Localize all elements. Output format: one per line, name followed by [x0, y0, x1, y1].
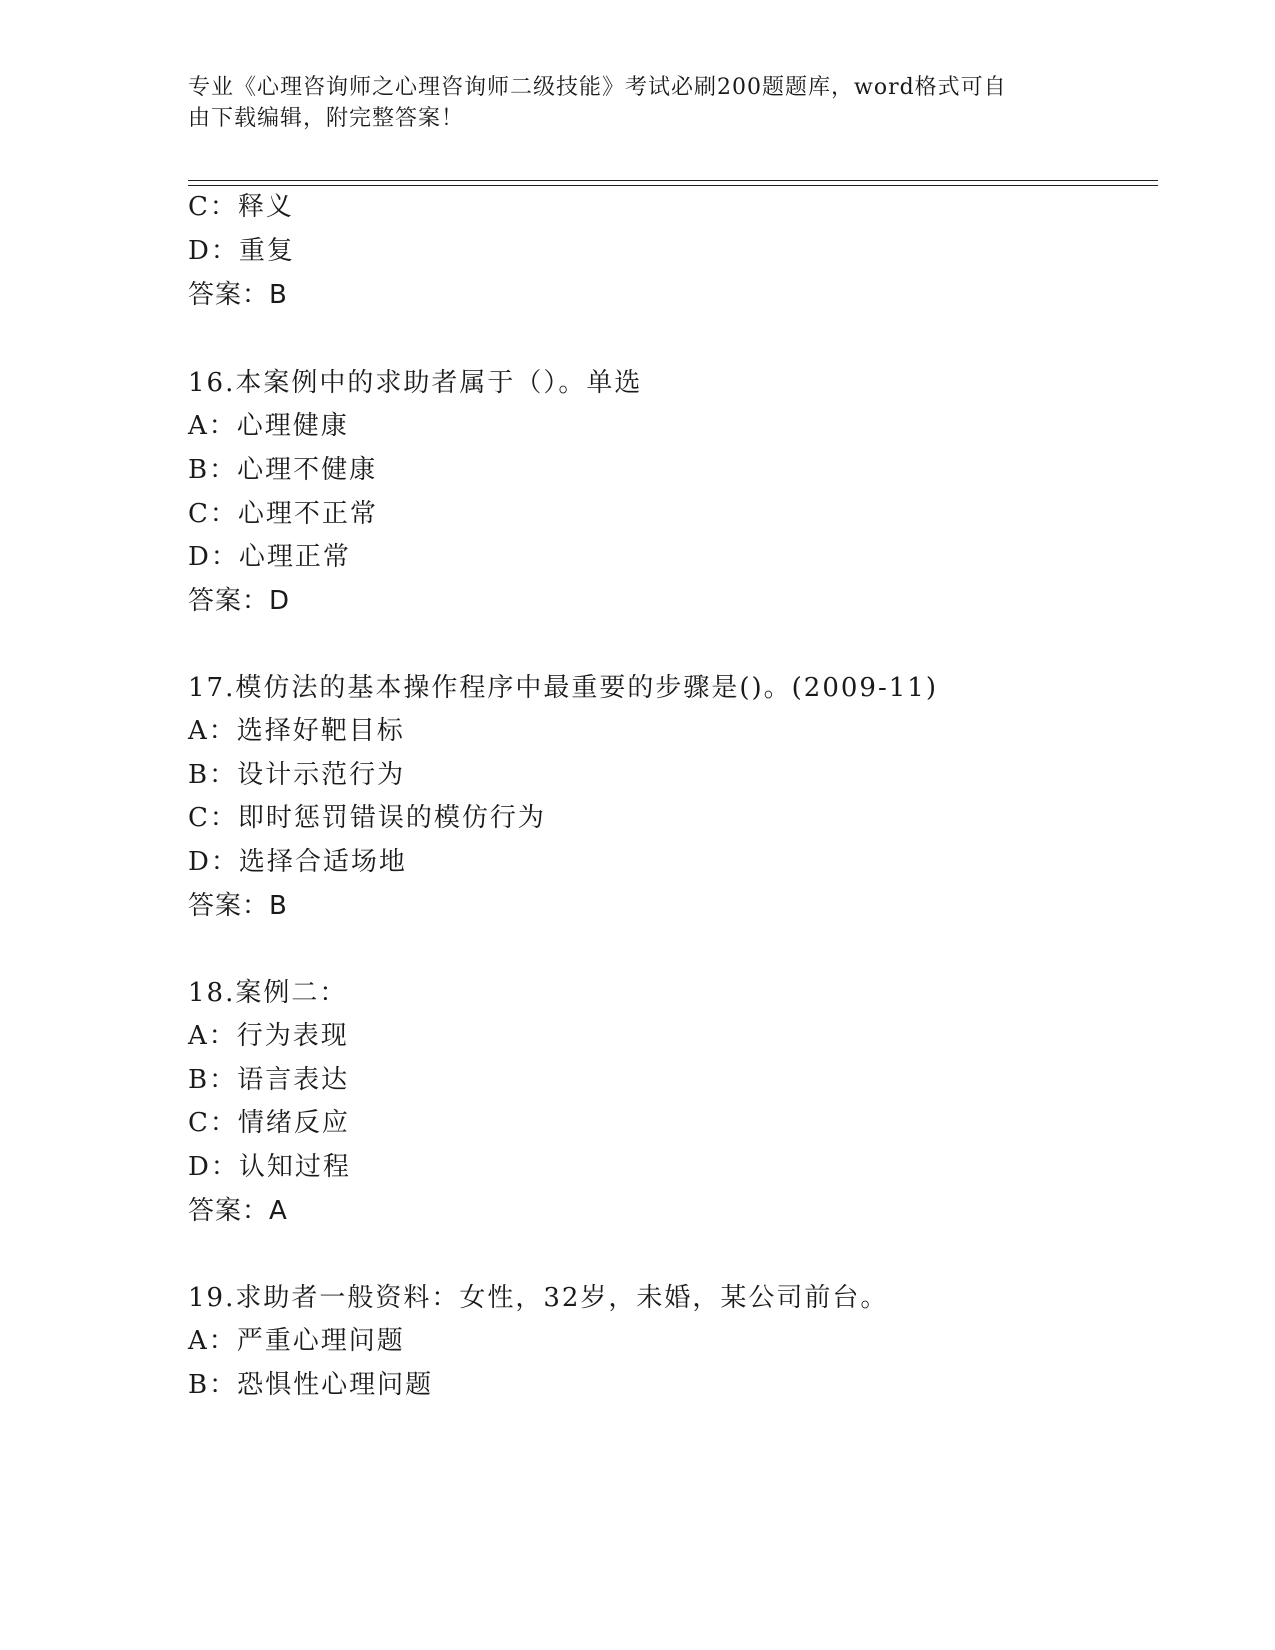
header-line-1: 专业《心理咨询师之心理咨询师二级技能》考试必刷200题题库，word格式可自 [188, 75, 1007, 100]
question-stem: 18.案例二： [188, 978, 348, 1008]
option-c: C：释义 [188, 192, 294, 222]
question-stem: 17.模仿法的基本操作程序中最重要的步骤是()。(2009-11) [188, 673, 938, 703]
option-c: C：心理不正常 [188, 499, 378, 529]
option-d: D：选择合适场地 [188, 847, 407, 877]
header-divider-top [188, 180, 1158, 181]
header-line-2: 由下载编辑，附完整答案！ [188, 106, 465, 131]
option-c: C：即时惩罚错误的模仿行为 [188, 803, 546, 833]
option-a: A：心理健康 [188, 411, 349, 441]
option-b: B：恐惧性心理问题 [188, 1370, 434, 1400]
answer-line: 答案：B [188, 891, 288, 921]
option-a: A：行为表现 [188, 1021, 349, 1051]
header-divider-bottom [188, 185, 1158, 186]
option-d: D：心理正常 [188, 542, 351, 572]
option-b: B：心理不健康 [188, 455, 378, 485]
option-a: A：选择好靶目标 [188, 716, 405, 746]
option-a: A：严重心理问题 [188, 1326, 405, 1356]
answer-line: 答案：A [188, 1196, 288, 1226]
question-stem: 19.求助者一般资料：女性，32岁，未婚，某公司前台。 [188, 1283, 889, 1313]
document-header [188, 72, 1068, 134]
option-d: D：认知过程 [188, 1152, 351, 1182]
option-b: B：语言表达 [188, 1065, 350, 1095]
answer-line: 答案：D [188, 586, 291, 616]
option-c: C：情绪反应 [188, 1108, 350, 1138]
answer-line: 答案：B [188, 280, 288, 310]
option-d: D：重复 [188, 236, 295, 266]
question-stem: 16.本案例中的求助者属于（）。单选 [188, 368, 643, 398]
option-b: B：设计示范行为 [188, 760, 406, 790]
